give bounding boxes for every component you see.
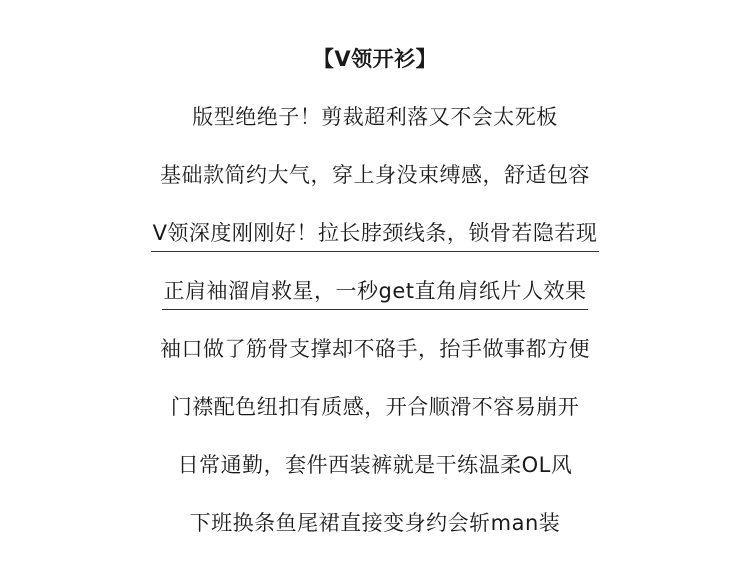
- description-line-5: 袖口做了筋骨支撑却不硌手，抬手做事都方便: [160, 337, 590, 361]
- description-line-2: 基础款简约大气，穿上身没束缚感，舒适包容: [160, 163, 590, 187]
- description-line-4: [0, 276, 750, 310]
- description-line-3: [0, 218, 750, 252]
- description-line-8: 下班换条鱼尾裙直接变身约会斩man装: [189, 511, 561, 535]
- description-line-7: 日常通勤，套件西装裤就是干练温柔OL风: [177, 453, 573, 477]
- description-line-4-text: 正肩袖溜肩救星，一秒get直角肩纸片人效果: [162, 276, 589, 310]
- section-title: 【V领开衫】: [312, 47, 438, 71]
- description-line-3-text: V领深度刚刚好！拉长脖颈线条，锁骨若隐若现: [151, 218, 600, 252]
- description-line-1: 版型绝绝子！剪裁超利落又不会太死板: [192, 105, 558, 129]
- description-line-6: 门襟配色纽扣有质感，开合顺滑不容易崩开: [170, 395, 580, 419]
